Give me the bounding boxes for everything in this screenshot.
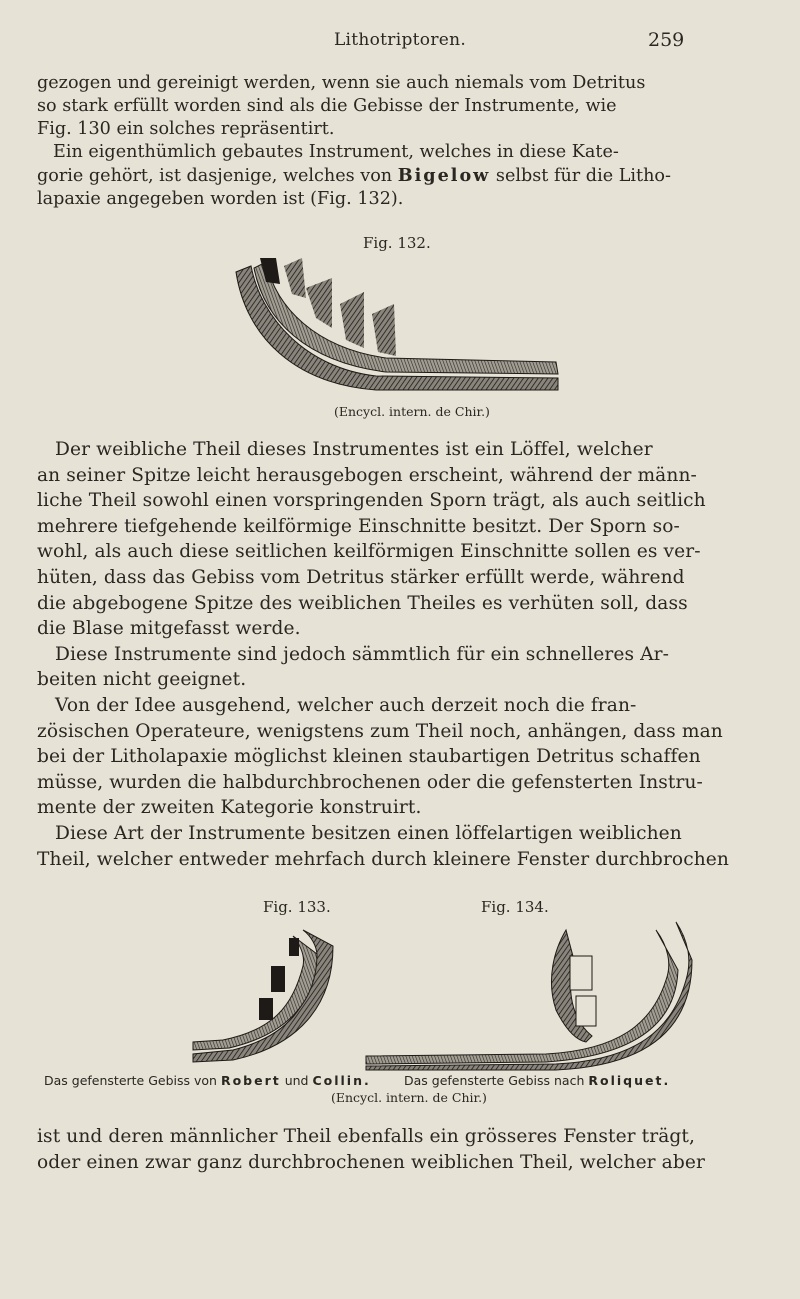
text-line: Der weibliche Theil dieses Instrumentes ist ein Löffel, welcher — [55, 439, 653, 460]
text-line: Diese Instrumente sind jedoch sämmtlich für ein schnelleres Ar- — [55, 643, 670, 665]
text-line: ist und deren männlicher Theil ebenfalls ein grösseres Fenster trägt, — [37, 1126, 696, 1147]
text-line: Theil, welcher entweder mehrfach durch kleinere Fenster durchbrochen — [37, 848, 729, 870]
caption-text: und — [280, 1073, 313, 1088]
text-line: lapaxie angegeben worden ist (Fig. 132). — [37, 189, 404, 210]
text-line: die abgebogene Spitze des weiblichen Theiles es verhüten soll, dass — [37, 592, 688, 614]
text-line: gezogen und gereinigt werden, wenn sie auch niemals vom Detritus — [37, 73, 646, 93]
text-line: so stark erfüllt worden sind als die Gebisse der Instrumente, wie — [37, 96, 617, 117]
paragraph-main — [37, 437, 727, 872]
author-name: Collin. — [312, 1073, 371, 1088]
text-line: mente der zweiten Kategorie konstruirt. — [37, 797, 422, 819]
text-line: liche Theil sowohl einen vorspringenden Sporn trägt, als auch seitlich — [37, 490, 706, 512]
figures-source-caption: (Encycl. intern. de Chir.) — [331, 1090, 487, 1105]
paragraph-closing — [37, 1124, 727, 1175]
text-line: an seiner Spitze leicht herausgebogen erscheint, während der männ- — [37, 464, 697, 486]
text-line: Ein eigenthümlich gebautes Instrument, welches in diese Kate- — [53, 142, 619, 162]
text-line: müsse, wurden die halbdurchbrochenen oder die gefensterten Instru- — [37, 771, 703, 793]
caption-text: Das gefensterte Gebiss von — [44, 1073, 221, 1088]
text-line — [37, 164, 727, 188]
text-run: selbst für die Litho- — [490, 166, 671, 187]
text-line: beiten nicht geeignet. — [37, 669, 247, 691]
figure-132-label: Fig. 132. — [363, 234, 431, 252]
paragraph-bigelow — [37, 141, 727, 212]
paragraph-intro — [37, 72, 727, 142]
figure-134-illustration — [356, 920, 692, 1070]
text-line: die Blase mitgefasst werde. — [37, 618, 301, 640]
text-line: bei der Litholapaxie möglichst kleinen staubartigen Detritus schaffen — [37, 746, 701, 768]
text-line: Diese Art der Instrumente besitzen einen löffelartigen weiblichen — [55, 822, 682, 844]
text-line: Fig. 130 ein solches repräsentirt. — [37, 119, 335, 140]
text-line: wohl, als auch diese seitlichen keilförmigen Einschnitte sollen es ver- — [37, 541, 701, 563]
text-run: gorie gehört, ist dasjenige, welches von — [37, 166, 398, 187]
figure-133-illustration — [193, 926, 343, 1062]
figure-134-label: Fig. 134. — [481, 898, 549, 916]
page-number: 259 — [648, 29, 685, 51]
caption-text: Das gefensterte Gebiss nach — [404, 1073, 589, 1088]
author-name: Bigelow — [397, 165, 491, 187]
text-line: mehrere tiefgehende keilförmige Einschnitte besitzt. Der Sporn so- — [37, 515, 680, 537]
text-line: oder einen zwar ganz durchbrochenen weiblichen Theil, welcher aber — [37, 1151, 705, 1173]
text-line: hüten, dass das Gebiss vom Detritus stärker erfüllt werde, während — [37, 566, 685, 588]
figure-132-illustration — [236, 258, 566, 386]
figure-133-caption — [44, 1073, 371, 1088]
text-line: Von der Idee ausgehend, welcher auch derzeit noch die fran- — [55, 694, 637, 716]
text-line: zösischen Operateure, wenigstens zum Theil noch, anhängen, dass man — [37, 720, 723, 742]
figure-134-caption — [404, 1073, 670, 1088]
author-name: Robert — [220, 1073, 281, 1088]
figure-132-caption: (Encycl. intern. de Chir.) — [334, 404, 490, 419]
running-header: Lithotriptoren. — [333, 30, 467, 50]
figure-133-label: Fig. 133. — [263, 898, 331, 916]
author-name: Roliquet. — [588, 1073, 671, 1088]
